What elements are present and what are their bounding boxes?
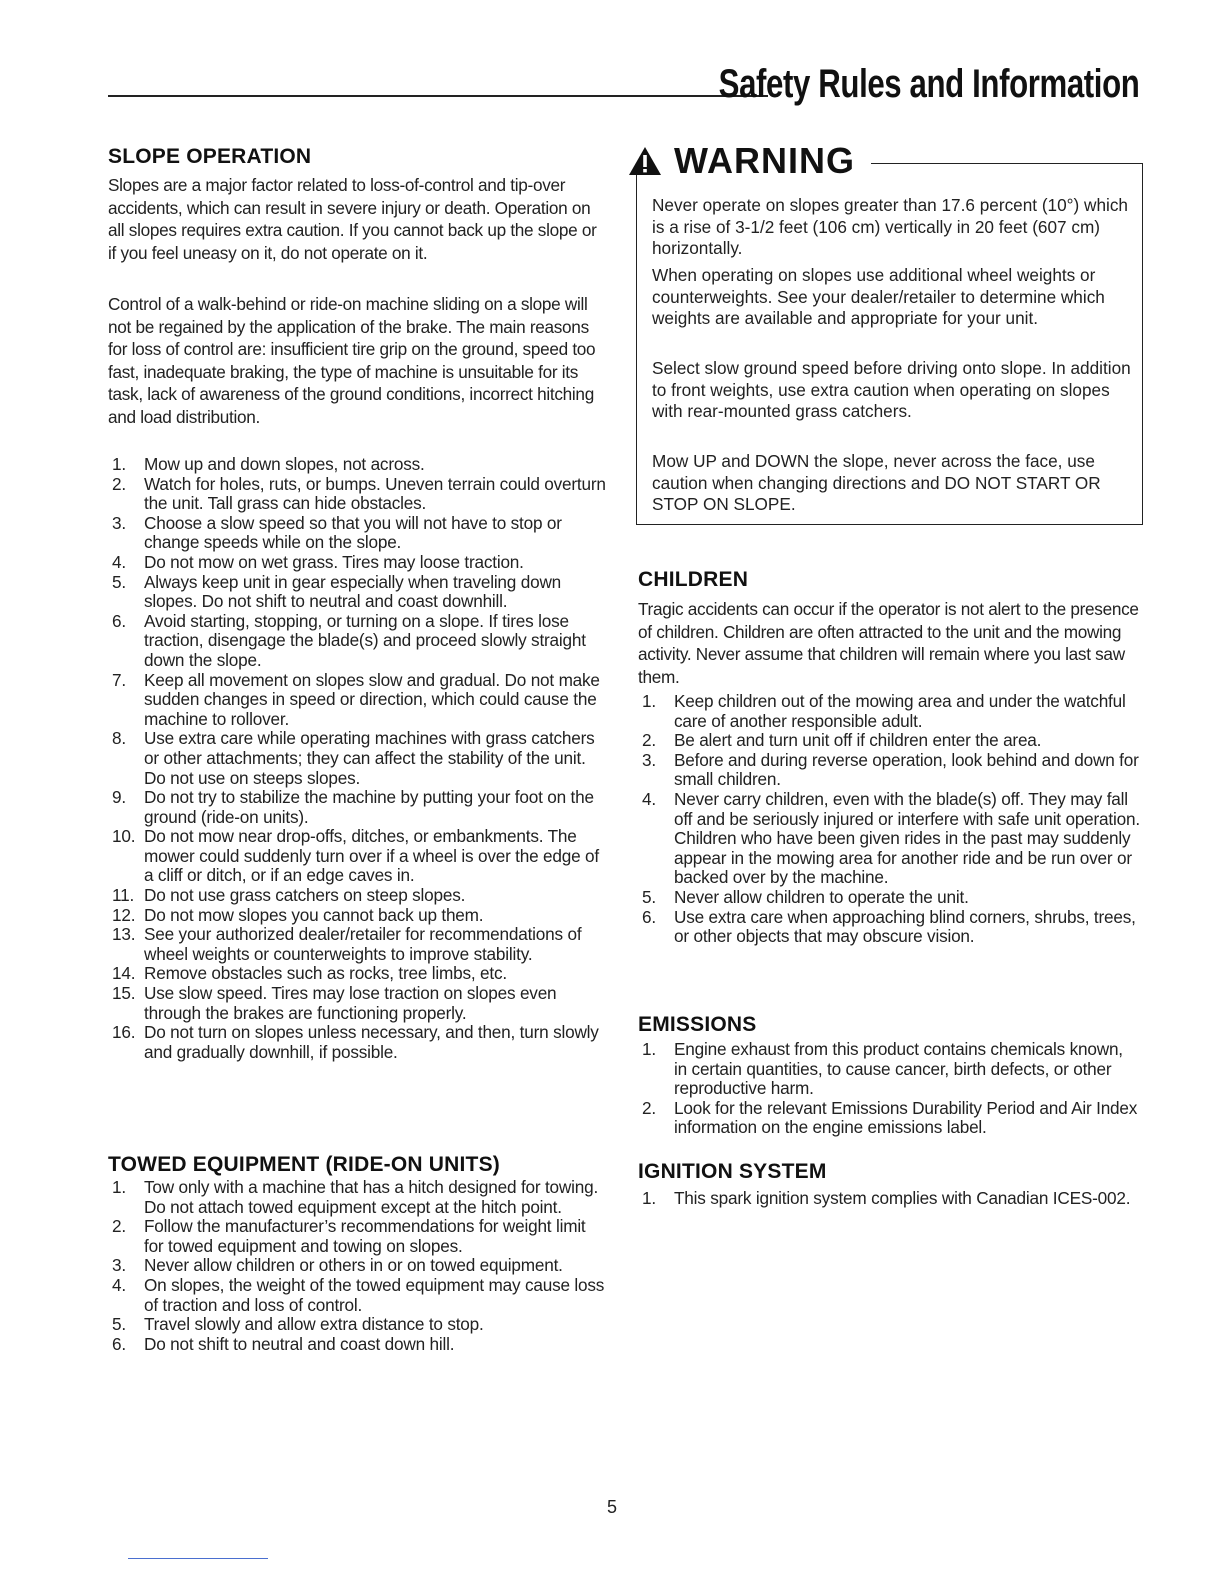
list-item	[112, 475, 608, 514]
slope-control-paragraph: Control of a walk-behind or ride-on machine sliding on a slope will not be regained by the application of the brake. The main reasons for loss of control are: insufficient tire grip on the ground, speed too fast, inadequate braking, the type of machine is unsuitable for its task, lack of awareness of the ground conditions, incorrect hitching and load distribution.	[108, 294, 596, 427]
list-item-text: Keep all movement on slopes slow and gradual. Do not make sudden changes in speed or direction, which could cause the machine to rollover.	[144, 669, 600, 729]
list-item-text: Tow only with a machine that has a hitch designed for towing. Do not attach towed equipment except at the hitch point.	[144, 1177, 599, 1217]
list-item-number: 1.	[112, 454, 126, 474]
page-header-title: Safety Rules and Information	[718, 62, 1139, 106]
list-item-number: 6.	[112, 1333, 126, 1354]
list-item	[642, 790, 1140, 888]
list-item	[112, 886, 608, 906]
list-item	[112, 925, 608, 964]
ignition-list	[642, 1189, 1140, 1209]
list-item-number: 2.	[642, 730, 656, 751]
slope-operation-heading: SLOPE OPERATION	[108, 145, 312, 168]
list-item-number: 3.	[112, 512, 126, 533]
list-item-text: Do not turn on slopes unless necessary, and then, turn slowly and gradually downhill, if possible.	[144, 1022, 599, 1062]
list-item	[642, 888, 1140, 908]
list-item	[112, 827, 608, 886]
list-item-text: Engine exhaust from this product contains chemicals known, in certain quantities, to cause cancer, birth defects, or other reproductive harm.	[674, 1039, 1123, 1099]
list-item	[112, 906, 608, 926]
ignition-system-heading: IGNITION SYSTEM	[638, 1160, 827, 1183]
list-item-number: 2.	[642, 1097, 656, 1118]
towed-rules-list	[112, 1178, 608, 1354]
list-item-number: 3.	[112, 1255, 126, 1276]
list-item-text: Do not mow on wet grass. Tires may loose traction.	[144, 551, 524, 572]
list-item	[112, 1217, 608, 1256]
list-item-number: 2.	[112, 1216, 126, 1237]
header-rule	[108, 95, 768, 97]
list-item-text: Use extra care while operating machines with grass catchers or other attachments; they can affect the stability of the unit. Do not use on steeps slopes.	[144, 728, 595, 788]
slope-intro-paragraph: Slopes are a major factor related to loss-of-control and tip-over accidents, which can result in severe injury or death. Operation on all slopes requires extra caution. If you cannot back up the slope or if you feel uneasy on it, do not operate on it.	[108, 175, 597, 263]
list-item	[642, 1040, 1140, 1099]
list-item	[112, 514, 608, 553]
list-item-text: Before and during reverse operation, look behind and down for small children.	[674, 749, 1139, 790]
list-item-text: Follow the manufacturer’s recommendations for weight limit for towed equipment and towing on slopes.	[144, 1216, 586, 1256]
list-item-text: Watch for holes, ruts, or bumps. Uneven terrain could overturn the unit. Tall grass can hide obstacles.	[144, 473, 606, 514]
list-item	[112, 984, 608, 1023]
slope-rules-list	[112, 455, 608, 1062]
list-item-number: 1.	[642, 1039, 656, 1059]
list-item-number: 3.	[642, 749, 656, 770]
list-item-text: Do not use grass catchers on steep slopes.	[144, 885, 466, 906]
list-item	[112, 455, 608, 475]
emissions-heading: EMISSIONS	[638, 1013, 757, 1036]
list-item-text: Never allow children to operate the unit.	[674, 886, 969, 907]
list-item	[112, 553, 608, 573]
list-item-text: Choose a slow speed so that you will not have to stop or change speeds while on the slope.	[144, 512, 562, 553]
children-heading: CHILDREN	[638, 568, 749, 591]
list-item-number: 5.	[642, 886, 656, 907]
list-item-text: Keep children out of the mowing area and under the watchful care of another responsible adult.	[674, 691, 1126, 731]
page-number: 5	[606, 1497, 617, 1517]
list-item-text: Remove obstacles such as rocks, tree limbs, etc.	[144, 963, 507, 984]
list-item-number: 13.	[112, 924, 136, 945]
list-item-text: Do not try to stabilize the machine by putting your foot on the ground (ride-on units).	[144, 787, 594, 827]
list-item	[112, 1276, 608, 1315]
towed-equipment-heading: TOWED EQUIPMENT (RIDE-ON UNITS)	[108, 1153, 500, 1176]
warning-header	[622, 141, 1142, 181]
list-item-number: 12.	[112, 904, 136, 925]
list-item	[642, 751, 1140, 790]
children-rules-list	[642, 692, 1140, 947]
list-item	[112, 1335, 608, 1355]
list-item	[112, 729, 608, 788]
list-item-number: 2.	[112, 473, 126, 494]
list-item-number: 6.	[112, 610, 126, 631]
list-item-text: Do not mow slopes you cannot back up them.	[144, 904, 484, 925]
list-item-text: Look for the relevant Emissions Durability Period and Air Index information on the engine emissions label.	[674, 1097, 1138, 1138]
list-item-text: Never carry children, even with the blade(s) off. They may fall off and be seriously injured or interfere with safe unit operation. Children who have been given rides in the past may suddenly appear in the mowing area for another ride and be run over or backed over by the machine.	[674, 788, 1140, 888]
list-item-text: Travel slowly and allow extra distance to stop.	[144, 1314, 484, 1335]
list-item	[642, 1099, 1140, 1138]
list-item	[112, 1023, 608, 1062]
list-item	[112, 1315, 608, 1335]
list-item-text: This spark ignition system complies with Canadian ICES-002.	[674, 1188, 1131, 1208]
list-item-number: 1.	[112, 1177, 126, 1197]
list-item-text: Use slow speed. Tires may lose traction on slopes even through the brakes are functioning properly.	[144, 983, 557, 1023]
list-item-number: 16.	[112, 1022, 136, 1043]
list-item-text: Avoid starting, stopping, or turning on a slope. If tires lose traction, disengage the blade(s) and proceed slowly straight down the slope.	[144, 610, 586, 670]
list-item-text: Never allow children or others in or on towed equipment.	[144, 1255, 563, 1276]
footer-rule	[128, 1558, 268, 1559]
list-item-text: See your authorized dealer/retailer for recommendations of wheel weights or counterweights to improve stability.	[144, 924, 582, 964]
list-item-number: 1.	[642, 1188, 656, 1208]
list-item	[112, 964, 608, 984]
list-item	[642, 731, 1140, 751]
list-item-number: 15.	[112, 983, 136, 1004]
list-item-text: Use extra care when approaching blind corners, shrubs, trees, or other objects that may obscure vision.	[674, 906, 1136, 947]
warning-paragraph: Never operate on slopes greater than 17.6 percent (10°) which is a rise of 3-1/2 feet (106 cm) vertically in 20 feet (607 cm) horizontally.	[652, 195, 1128, 259]
emissions-list	[642, 1040, 1140, 1138]
list-item	[112, 1256, 608, 1276]
list-item-number: 4.	[112, 1274, 126, 1295]
list-item-number: 11.	[112, 885, 135, 906]
warning-title: WARNING	[674, 140, 855, 181]
list-item-text: Mow up and down slopes, not across.	[144, 454, 425, 474]
list-item-number: 5.	[112, 571, 126, 592]
list-item-text: Be alert and turn unit off if children enter the area.	[674, 730, 1042, 751]
list-item-text: Always keep unit in gear especially when traveling down slopes. Do not shift to neutral and coast downhill.	[144, 571, 562, 612]
warning-paragraph: Select slow ground speed before driving onto slope. In addition to front weights, use extra caution when operating on slopes with rear-mounted grass catchers.	[652, 358, 1131, 422]
list-item-text: Do not shift to neutral and coast down hill.	[144, 1333, 455, 1354]
list-item-number: 1.	[642, 691, 656, 711]
warning-paragraph: Mow UP and DOWN the slope, never across the face, use caution when changing directions and DO NOT START OR STOP ON SLOPE.	[652, 451, 1101, 515]
list-item	[642, 1189, 1140, 1209]
warning-triangle-icon	[628, 146, 662, 176]
list-item-number: 5.	[112, 1314, 126, 1335]
list-item-number: 14.	[112, 963, 136, 984]
list-item-number: 10.	[112, 826, 136, 847]
list-item	[112, 671, 608, 730]
warning-paragraph: When operating on slopes use additional wheel weights or counterweights. See your dealer/retailer to determine which weights are available and appropriate for your unit.	[652, 265, 1105, 329]
list-item-number: 7.	[112, 669, 126, 690]
list-item-number: 6.	[642, 906, 656, 927]
list-item-text: On slopes, the weight of the towed equipment may cause loss of traction and loss of control.	[144, 1274, 605, 1315]
list-item	[642, 692, 1140, 731]
warning-header-rule	[871, 163, 1142, 164]
list-item	[112, 573, 608, 612]
list-item	[112, 788, 608, 827]
list-item-number: 4.	[112, 551, 126, 572]
list-item-number: 4.	[642, 788, 656, 809]
children-intro-paragraph: Tragic accidents can occur if the operator is not alert to the presence of children. Children are often attracted to the unit and the mowing activity. Never assume that children will remain where you last saw them.	[638, 599, 1139, 687]
list-item	[642, 908, 1140, 947]
list-item-text: Do not mow near drop-offs, ditches, or embankments. The mower could suddenly turn over if a wheel is over the edge of a cliff or ditch, or if an edge caves in.	[144, 826, 599, 886]
list-item-number: 8.	[112, 728, 126, 749]
list-item	[112, 612, 608, 671]
list-item-number: 9.	[112, 787, 126, 808]
list-item	[112, 1178, 608, 1217]
